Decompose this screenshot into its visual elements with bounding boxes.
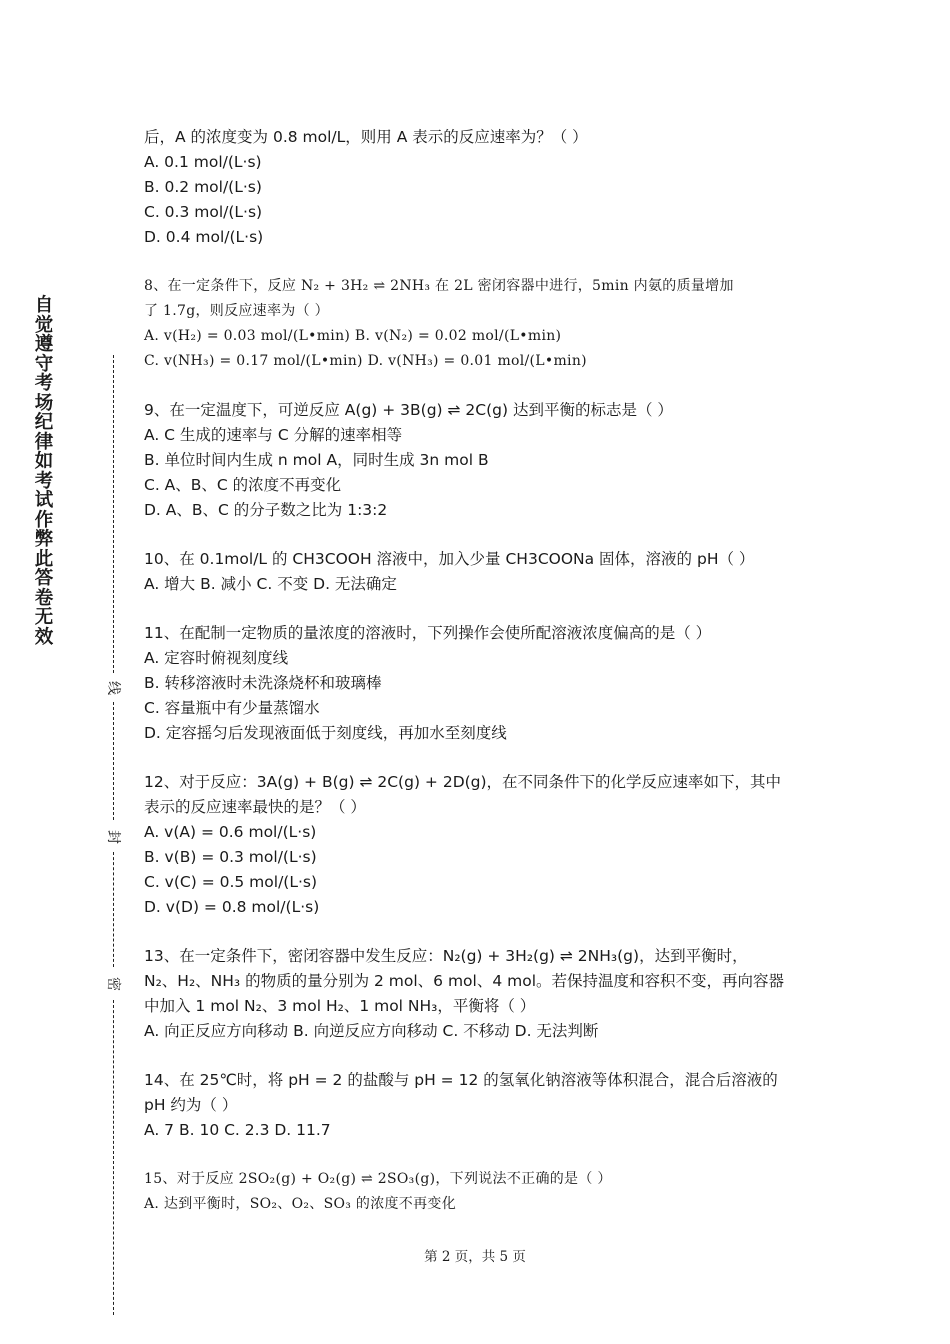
question-block [144,944,814,1044]
question-line: 9、在一定温度下，可逆反应 A(g) + 3B(g) ⇌ 2C(g) 达到平衡的标志是（ ） [144,401,673,419]
question-block [144,547,814,597]
seal-dashed-line [113,852,114,967]
seal-dashed-line [113,1000,114,1315]
question-line: pH 约为（ ） [144,1096,238,1114]
seal-label-seal: 封 [104,827,124,847]
question-block [144,125,814,250]
seal-label-line: 线 [104,678,124,698]
question-line: A. 0.1 mol/(L·s) [144,153,262,171]
question-line: 10、在 0.1mol/L 的 CH3COOH 溶液中，加入少量 CH3COONa 固体，溶液的 pH（ ） [144,550,755,568]
question-line: D. A、B、C 的分子数之比为 1:3:2 [144,501,388,519]
question-line: A. 增大 B. 减小 C. 不变 D. 无法确定 [144,575,397,593]
question-line: A. 向正反应方向移动 B. 向逆反应方向移动 C. 不移动 D. 无法判断 [144,1022,599,1040]
question-line: 后，A 的浓度变为 0.8 mol/L，则用 A 表示的反应速率为？（ ） [144,128,588,146]
question-line: 11、在配制一定物质的量浓度的溶液时，下列操作会使所配溶液浓度偏高的是（ ） [144,624,712,642]
question-block [144,770,814,920]
seal-label-secret: 密 [104,974,124,994]
question-line: C. 0.3 mol/(L·s) [144,203,263,221]
question-line: A. v(H₂) = 0.03 mol/(L•min) B. v(N₂) = 0.02 mol/(L•min) [144,328,562,344]
question-line: B. 单位时间内生成 n mol A，同时生成 3n mol B [144,451,489,469]
question-line: A. 7 B. 10 C. 2.3 D. 11.7 [144,1121,331,1139]
question-line: B. 0.2 mol/(L·s) [144,178,262,196]
question-line: A. 达到平衡时，SO₂、O₂、SO₃ 的浓度不再变化 [144,1196,457,1212]
question-line: C. A、B、C 的浓度不再变化 [144,476,342,494]
question-line: B. 转移溶液时未洗涤烧杯和玻璃棒 [144,674,382,692]
question-line: 15、对于反应 2SO₂(g) + O₂(g) ⇌ 2SO₃(g)，下列说法不正确的是（ ） [144,1171,612,1187]
seal-dashed-line [113,355,114,673]
question-line: C. v(C) = 0.5 mol/(L·s) [144,873,318,891]
seal-dashed-line [113,702,114,820]
question-line: C. 容量瓶中有少量蒸馏水 [144,699,320,717]
question-line: A. C 生成的速率与 C 分解的速率相等 [144,426,403,444]
question-line: 中加入 1 mol N₂、3 mol H₂、1 mol NH₃，平衡将（ ） [144,997,536,1015]
question-line: A. 定容时俯视刻度线 [144,649,289,667]
question-block [144,1068,814,1143]
question-line: 12、对于反应：3A(g) + B(g) ⇌ 2C(g) + 2D(g)，在不同条件下的化学反应速率如下，其中 [144,773,782,791]
question-line: C. v(NH₃) = 0.17 mol/(L•min) D. v(NH₃) = 0.01 mol/(L•min) [144,353,587,369]
question-line: D. v(D) = 0.8 mol/(L·s) [144,898,320,916]
page-footer: 第 2 页，共 5 页 [424,1249,526,1265]
question-block [144,398,814,523]
question-line: 13、在一定条件下，密闭容器中发生反应：N₂(g) + 3H₂(g) ⇌ 2NH₃(g)，达到平衡时， [144,947,748,965]
question-line: D. 0.4 mol/(L·s) [144,228,264,246]
question-block [144,274,814,374]
question-line: 表示的反应速率最快的是？（ ） [144,798,366,816]
question-list [144,125,814,1241]
question-line: B. v(B) = 0.3 mol/(L·s) [144,848,317,866]
question-line: 8、在一定条件下，反应 N₂ + 3H₂ ⇌ 2NH₃ 在 2L 密闭容器中进行，5min 内氨的质量增加 [144,278,734,294]
question-block [144,1167,814,1217]
question-block [144,621,814,746]
question-line: D. 定容摇匀后发现液面低于刻度线，再加水至刻度线 [144,724,507,742]
side-warning-text: 自觉遵守考场纪律如考试作弊此答卷无效 [34,295,54,648]
question-line: N₂、H₂、NH₃ 的物质的量分别为 2 mol、6 mol、4 mol。若保持温度和容积不变，再向容器 [144,972,785,990]
question-line: 14、在 25℃时，将 pH = 2 的盐酸与 pH = 12 的氢氧化钠溶液等体积混合，混合后溶液的 [144,1071,778,1089]
question-line: A. v(A) = 0.6 mol/(L·s) [144,823,317,841]
question-line: 了 1.7g，则反应速率为（ ） [144,303,329,319]
